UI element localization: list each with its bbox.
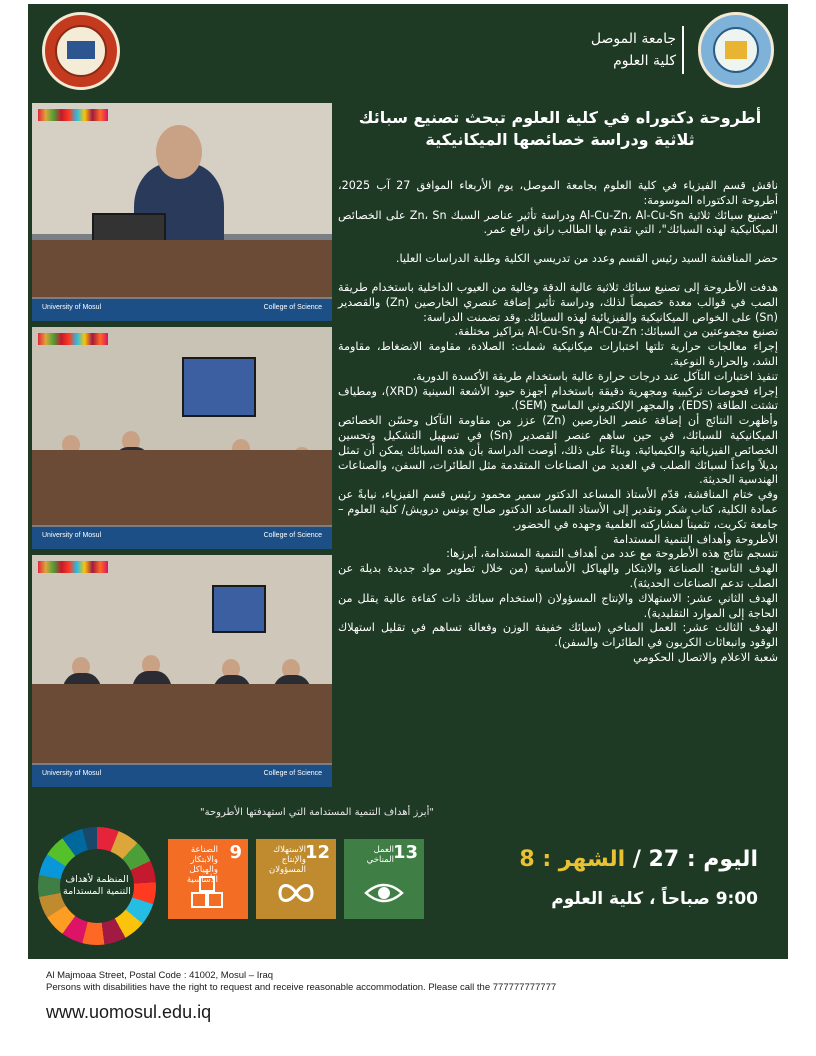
paragraph: إجراء فحوصات تركيبية ومجهرية دقيقة باستخدام أجهزة حيود الأشعة السينية (XRD)، ومطياف تشتت الطاقة (EDS)، والمجهر الإلكتروني الماسح (SEM).: [338, 384, 778, 413]
media-credit: شعبة الاعلام والاتصال الحكومي: [633, 650, 778, 664]
sdg-tile-name: الاستهلاك والإنتاج المسؤولان: [268, 845, 306, 875]
paragraph: الهدف التاسع: الصناعة والابتكار والهياكل الأساسية (من خلال تطوير مواد جديدة بديلة عن الصلب تدعم الصناعات الحديثة).: [338, 562, 778, 590]
event-month: الشهر : 8: [519, 847, 626, 872]
paragraph: "تصنيع سبائك ثلاثية Al-Cu-Zn، Al-Cu-Sn ودراسة تأثير عناصر السبك Zn، Sn على الخصائص الميكانيكية لهذه السبائك"، التي تقدم بها الطالب رانق رافع عمر.: [338, 208, 778, 237]
section-heading: الأطروحة وأهداف التنمية المستدامة: [613, 532, 778, 546]
paragraph: الهدف الثالث عشر: العمل المناخي (سبائك خفيفة الوزن وفعالة تساهم في تقليل استهلاك الوقود وانبعاثات الكربون في الطائرات والسفن).: [338, 621, 778, 650]
event-day: اليوم : 27 /: [632, 847, 758, 872]
header-divider: [682, 26, 684, 74]
sdg-tile-number: 9: [229, 842, 242, 863]
college-name: كلية العلوم: [613, 53, 676, 69]
footer-notice: Persons with disabilities have the right to request and receive reasonable accommodation. Please call the 777777777777: [46, 982, 557, 993]
paragraph: حضر المناقشة السيد رئيس القسم وعدد من تدريسي الكلية وطلبة الدراسات العليا.: [395, 252, 778, 266]
article-body: [338, 179, 778, 666]
sdg-wheel: [38, 827, 156, 945]
main-panel: [28, 99, 788, 959]
paragraph: تنفيذ اختبارات التآكل عند درجات حرارة عالية باستخدام طريقة الأكسدة الدورية.: [412, 369, 778, 383]
university-name: جامعة الموصل: [590, 31, 676, 47]
event-time: 9:00 صباحاً ، كلية العلوم: [551, 889, 758, 909]
paragraph: وأظهرت النتائج أن إضافة عنصر الخارصين (Zn) عزز من مقاومة التآكل وحسّن الخصائص الميكانيكية للسبائك، في حين ساهم عنصر القصدير (Sn) في تسهيل التشكيل وتحسين الخصائص الفيزيائية والكيميائية. وبناءً على ذلك، أوصت الدراسة بأن هذه السبائك يمكن أن تمثل بديلاً واعداً لسبائك الصلب في العديد من الصناعات المتقدمة مثل الطائرات، السفن، والصناعات الهندسية الحديثة.: [338, 414, 779, 487]
paragraph: تصنيع مجموعتين من السبائك: Al-Cu-Zn و Al-Cu-Sn بتراكيز مختلفة.: [454, 325, 778, 339]
footer: [46, 970, 556, 1023]
event-date: [519, 847, 758, 872]
university-logo: [698, 12, 774, 88]
photo-committee-table: [32, 327, 332, 549]
footer-address: Al Majmoaa Street, Postal Code : 41002, Mosul – Iraq: [46, 970, 274, 981]
sdg-wheel-text: المنظمة لأهداف التنمية المستدامة: [60, 849, 134, 923]
paragraph: إجراء معالجات حرارية تلتها اختبارات ميكانيكية شملت: الصلادة، مقاومة الانضغاط، مقاومة الشد، والحرارة النوعية.: [338, 340, 778, 368]
paragraph: ناقش قسم الفيزياء في كلية العلوم بجامعة الموصل، يوم الأربعاء الموافق 27 آب 2025، أطروحة الدكتوراه الموسومة:: [338, 179, 778, 207]
title-line-1: أطروحة دكتوراه في كلية العلوم تبحث تصنيع سبائك: [358, 108, 762, 127]
header-text: [591, 28, 676, 72]
photo-candidate-presenting: [32, 103, 332, 321]
photo-strip-right: College of Science: [263, 532, 322, 539]
sdg-tile-number: 13: [392, 842, 418, 863]
photo-strip-right: College of Science: [263, 304, 322, 311]
sdg-tile-12: [256, 839, 336, 919]
paragraph: الهدف الثاني عشر: الاستهلاك والإنتاج المسؤولان (استخدام سبائك ذات كفاءة عالية يقلل من الحاجة إلى الموارد التقليدية).: [338, 591, 778, 620]
photo-committee-wide: [32, 555, 332, 787]
photo-strip-left: University of Mosul: [42, 304, 102, 311]
header-bar: [28, 4, 788, 99]
article-title: [350, 107, 770, 151]
sdg-tile-name: العمل المناخي: [366, 845, 394, 865]
photo-strip-right: College of Science: [263, 770, 322, 777]
cubes-icon: [188, 875, 228, 911]
paragraph: هدفت الأطروحة إلى تصنيع سبائك ثلاثية عالية الدقة وخالية من العيوب الداخلية باستخدام طريقة الصب في قوالب معدة خصيصاً لذلك، ودراسة تأثير إضافة عنصري الخارصين (Zn) والقصدير (Sn) على الخواص الميكانيكية والفيزيائية لهذه السبائك. وقد تضمنت الدراسة:: [338, 280, 778, 324]
sdg-tile-name: الصناعة والابتكار والهياكل الأساسية: [186, 845, 218, 885]
footer-website[interactable]: www.uomosul.edu.iq: [46, 1002, 212, 1022]
infinity-icon: [276, 875, 316, 911]
eye-icon: [364, 875, 404, 911]
sdg-tile-9: [168, 839, 248, 919]
college-logo: [42, 12, 120, 90]
paragraph: تنسجم نتائج هذه الأطروحة مع عدد من أهداف التنمية المستدامة، أبرزها:: [446, 547, 778, 561]
photo-strip-left: University of Mosul: [42, 532, 102, 539]
sdg-tile-13: [344, 839, 424, 919]
photo-strip-left: University of Mosul: [42, 770, 102, 777]
title-line-2: ثلاثية ودراسة خصائصها الميكانيكية: [425, 130, 695, 149]
paragraph: وفي ختام المناقشة، قدّم الأستاذ المساعد الدكتور سمير محمود رئيس قسم الفيزياء، نيابةً عن عمادة الكلية، كتاب شكر وتقدير إلى الأستاذ المساعد الدكتور صالح يونس درويش/ كلية العلوم – جامعة تكريت، تثميناً لمشاركته العلمية وجهده في الحضور.: [338, 488, 778, 531]
sdg-caption: "أبرز أهداف التنمية المستدامة التي استهدفتها الأطروحة": [200, 807, 434, 818]
sdg-tile-number: 12: [304, 842, 330, 863]
